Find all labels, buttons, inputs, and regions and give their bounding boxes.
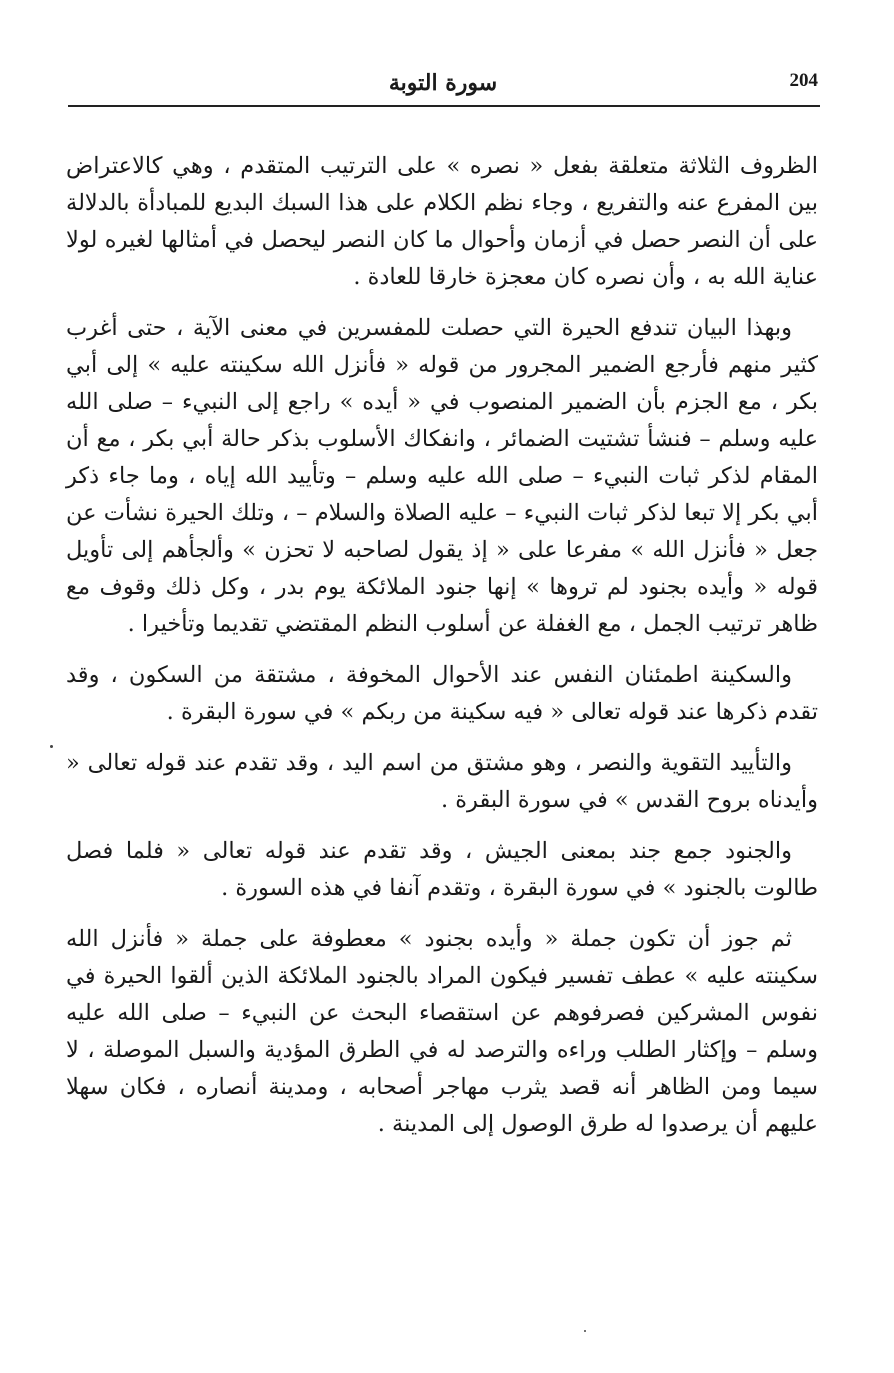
page-header — [68, 62, 818, 102]
header-rule — [68, 105, 820, 107]
running-title: سورة التوبة — [388, 70, 498, 96]
paragraph: والجنود جمع جند بمعنى الجيش ، وقد تقدم عند قوله تعالى « فلما فصل طالوت بالجنود » في سورة البقرة ، وتقدم آنفا في هذه السورة . — [66, 838, 818, 901]
scan-speck — [50, 745, 53, 748]
paragraph: والسكينة اطمئنان النفس عند الأحوال المخوفة ، مشتقة من السكون ، وقد تقدم ذكرها عند قوله تعالى « فيه سكينة من ربكم » في سورة البقرة . — [66, 662, 818, 725]
body-text — [66, 148, 818, 1157]
paragraph: الظروف الثلاثة متعلقة بفعل « نصره » على الترتيب المتقدم ، وهي كالاعتراض بين المفرع عنه والتفريع ، وجاء نظم الكلام على هذا السبك البديع للمبادأة بالدلالة على أن النصر حصل في أزمان وأحوال ما كان النصر ليحصل في أمثالها لغيره لولا عناية الله به ، وأن نصره كان معجزة خارقا للعادة . — [66, 153, 818, 290]
page-number: 204 — [789, 70, 818, 91]
paragraph: ثم جوز أن تكون جملة « وأيده بجنود » معطوفة على جملة « فأنزل الله سكينته عليه » عطف تفسير فيكون المراد بالجنود الملائكة الذين ألقوا الحيرة في نفوس المشركين فصرفوهم عن استقصاء البحث عن النبيء – صلى الله عليه وسلم – وإكثار الطلب وراءه والترصد له في الطرق المؤدية والسبل الموصلة ، لا سيما ومن الظاهر أنه قصد يثرب مهاجر أصحابه ، ومدينة أنصاره ، فكان سهلا عليهم أن يرصدوا له طرق الوصول إلى المدينة . — [66, 926, 818, 1137]
paragraph: والتأييد التقوية والنصر ، وهو مشتق من اسم اليد ، وقد تقدم عند قوله تعالى « وأيدناه بروح القدس » في سورة البقرة . — [66, 750, 818, 813]
paragraph: وبهذا البيان تندفع الحيرة التي حصلت للمفسرين في معنى الآية ، حتى أغرب كثير منهم فأرجع الضمير المجرور من قوله « فأنزل الله سكينته عليه » إلى أبي بكر ، مع الجزم بأن الضمير المنصوب في « أيده » راجع إلى النبيء – صلى الله عليه وسلم – فنشأ تشتيت الضمائر ، وانفكاك الأسلوب بذكر حالة أبي بكر ، مع أن المقام لذكر ثبات النبيء – صلى الله عليه وسلم – وتأييد الله إياه ، وما جاء ذكر أبي بكر إلا تبعا لذكر ثبات النبيء – عليه الصلاة والسلام – ، وتلك الحيرة نشأت عن جعل « فأنزل الله » مفرعا على « إذ يقول لصاحبه لا تحزن » وألجأهم إلى تأويل قوله « وأيده بجنود لم تروها » إنها جنود الملائكة يوم بدر ، وكل ذلك وقوف مع ظاهر ترتيب الجمل ، مع الغفلة عن أسلوب النظم المقتضي تقديما وتأخيرا . — [66, 315, 818, 637]
scan-speck — [584, 1330, 586, 1332]
